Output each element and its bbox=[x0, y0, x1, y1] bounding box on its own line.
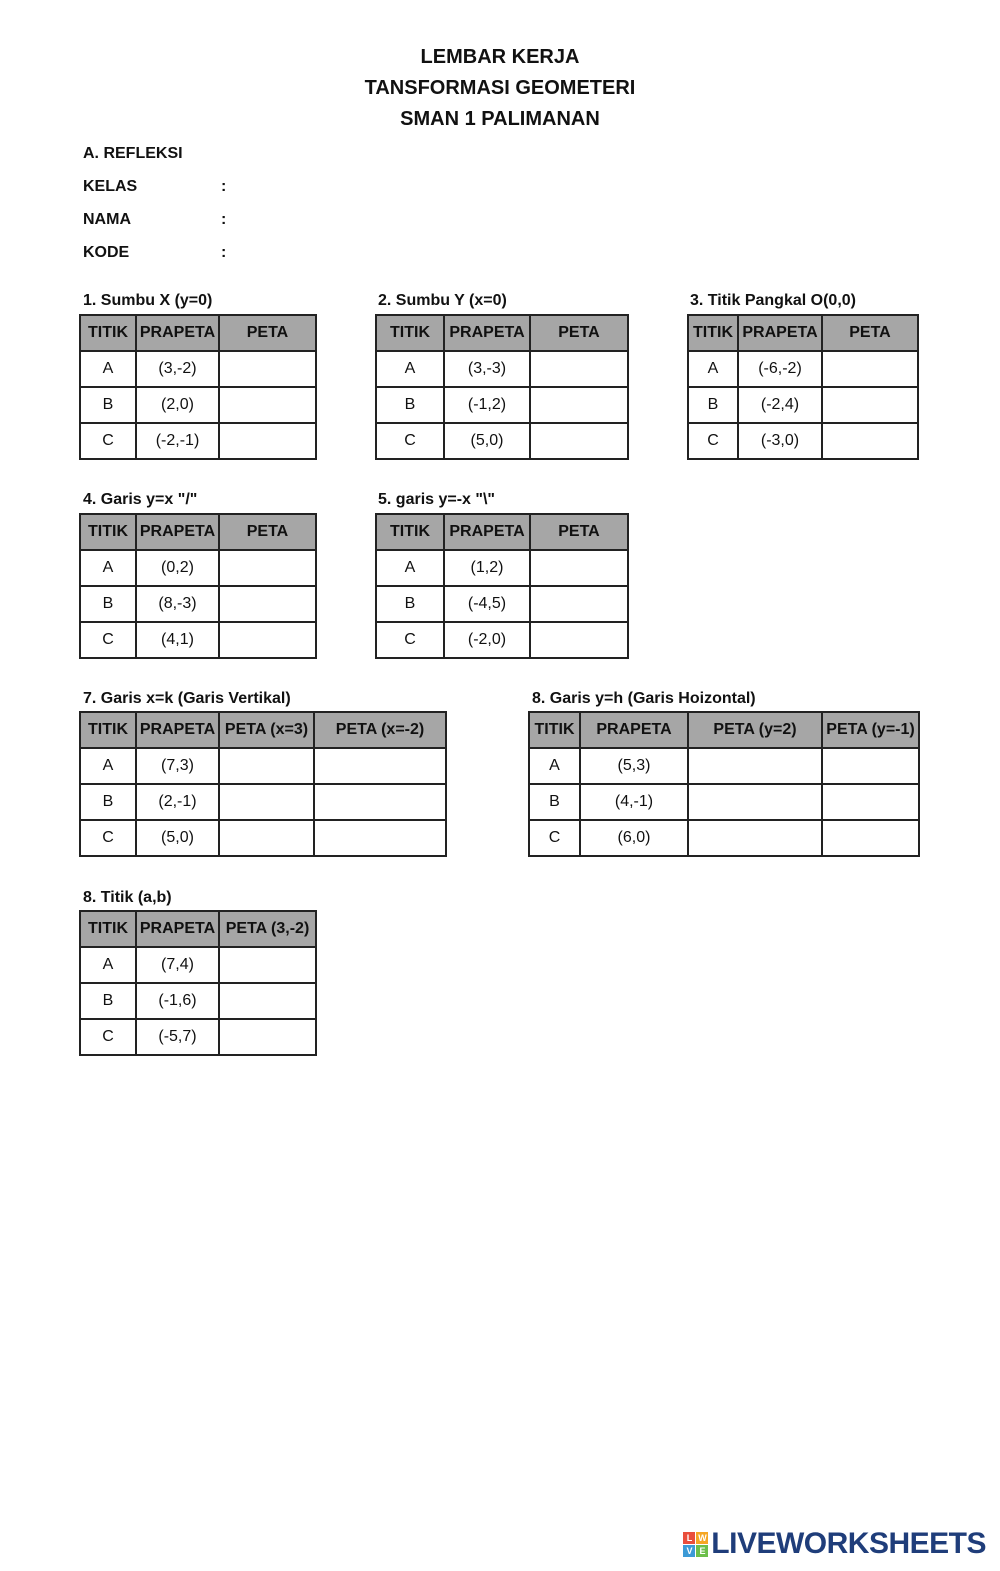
point-label: B bbox=[376, 586, 444, 622]
table-sumbu-x bbox=[79, 314, 317, 460]
peta-answer-cell[interactable] bbox=[219, 622, 316, 658]
header-titik: TITIK bbox=[376, 315, 444, 351]
liveworksheets-logo-icon bbox=[683, 1532, 708, 1557]
point-label: A bbox=[529, 748, 580, 784]
point-label: B bbox=[80, 586, 136, 622]
header-titik: TITIK bbox=[688, 315, 738, 351]
table-row bbox=[688, 423, 918, 459]
prapeta-value: (3,-3) bbox=[444, 351, 530, 387]
nama-colon: : bbox=[221, 211, 227, 228]
liveworksheets-brand bbox=[683, 1527, 986, 1561]
prapeta-value: (2,0) bbox=[136, 387, 219, 423]
point-label: C bbox=[376, 423, 444, 459]
header-prapeta: PRAPETA bbox=[136, 911, 219, 947]
header-peta: PETA bbox=[219, 315, 316, 351]
prapeta-value: (5,0) bbox=[136, 820, 219, 856]
header-prapeta: PRAPETA bbox=[444, 315, 530, 351]
peta-answer-cell[interactable] bbox=[530, 423, 628, 459]
table-row bbox=[80, 423, 316, 459]
header-titik: TITIK bbox=[80, 712, 136, 748]
table-row bbox=[376, 586, 628, 622]
prapeta-value: (5,3) bbox=[580, 748, 688, 784]
peta-answer-input[interactable] bbox=[823, 785, 918, 819]
table-title-garis-vertikal: 7. Garis x=k (Garis Vertikal) bbox=[83, 690, 291, 707]
header-peta: PETA bbox=[822, 315, 918, 351]
peta-answer-input[interactable] bbox=[220, 551, 315, 585]
table-row bbox=[376, 550, 628, 586]
prapeta-value: (-3,0) bbox=[738, 423, 822, 459]
peta-answer-input[interactable] bbox=[823, 821, 918, 855]
peta-answer-cell[interactable] bbox=[219, 983, 316, 1019]
table-row bbox=[529, 784, 919, 820]
prapeta-value: (8,-3) bbox=[136, 586, 219, 622]
peta-answer-cell[interactable] bbox=[822, 423, 918, 459]
peta-answer-input[interactable] bbox=[823, 749, 918, 783]
point-label: C bbox=[529, 820, 580, 856]
peta-answer-cell[interactable] bbox=[219, 947, 316, 983]
peta-answer-input[interactable] bbox=[220, 388, 315, 422]
point-label: A bbox=[80, 351, 136, 387]
table-titik-pangkal bbox=[687, 314, 919, 460]
table-row bbox=[80, 1019, 316, 1055]
header-prapeta: PRAPETA bbox=[136, 315, 219, 351]
table-row bbox=[376, 622, 628, 658]
header-titik: TITIK bbox=[376, 514, 444, 550]
prapeta-value: (-1,2) bbox=[444, 387, 530, 423]
table-row bbox=[529, 748, 919, 784]
table-row bbox=[376, 351, 628, 387]
header-titik: TITIK bbox=[80, 911, 136, 947]
prapeta-value: (-5,7) bbox=[136, 1019, 219, 1055]
table-title-sumbu-x: 1. Sumbu X (y=0) bbox=[83, 292, 213, 309]
header-peta: PETA bbox=[530, 514, 628, 550]
point-label: C bbox=[80, 423, 136, 459]
peta-answer-cell[interactable] bbox=[530, 586, 628, 622]
peta-answer-cell[interactable] bbox=[314, 820, 446, 856]
table-title-garis-y-x: 4. Garis y=x "/" bbox=[83, 491, 198, 508]
peta-answer-cell[interactable] bbox=[688, 820, 822, 856]
school-name: SMAN 1 PALIMANAN bbox=[400, 108, 600, 130]
peta-answer-cell[interactable] bbox=[219, 748, 314, 784]
point-label: A bbox=[376, 351, 444, 387]
peta-answer-input[interactable] bbox=[531, 551, 627, 585]
section-heading: A. REFLEKSI bbox=[83, 145, 183, 162]
prapeta-value: (6,0) bbox=[580, 820, 688, 856]
point-label: A bbox=[376, 550, 444, 586]
peta-answer-input[interactable] bbox=[220, 821, 313, 855]
peta-answer-cell[interactable] bbox=[219, 586, 316, 622]
peta-answer-cell[interactable] bbox=[822, 748, 919, 784]
point-label: B bbox=[80, 784, 136, 820]
table-sumbu-y bbox=[375, 314, 629, 460]
point-label: B bbox=[688, 387, 738, 423]
prapeta-value: (7,4) bbox=[136, 947, 219, 983]
prapeta-value: (-2,0) bbox=[444, 622, 530, 658]
header-peta-y2: PETA (y=2) bbox=[688, 712, 822, 748]
prapeta-value: (4,1) bbox=[136, 622, 219, 658]
peta-answer-input[interactable] bbox=[823, 388, 917, 422]
peta-answer-cell[interactable] bbox=[219, 550, 316, 586]
table-garis-vertikal bbox=[79, 711, 447, 857]
table-title-garis-horizontal: 8. Garis y=h (Garis Hoizontal) bbox=[532, 690, 756, 707]
table-garis-horizontal bbox=[528, 711, 920, 857]
header-prapeta: PRAPETA bbox=[738, 315, 822, 351]
table-row bbox=[376, 423, 628, 459]
point-label: A bbox=[80, 550, 136, 586]
prapeta-value: (-4,5) bbox=[444, 586, 530, 622]
peta-answer-cell[interactable] bbox=[219, 1019, 316, 1055]
header-prapeta: PRAPETA bbox=[136, 712, 219, 748]
peta-answer-input[interactable] bbox=[531, 352, 627, 386]
kode-colon: : bbox=[221, 244, 227, 261]
peta-answer-cell[interactable] bbox=[219, 784, 314, 820]
peta-answer-input[interactable] bbox=[220, 785, 313, 819]
table-row bbox=[80, 947, 316, 983]
kelas-colon: : bbox=[221, 178, 227, 195]
header-peta: PETA bbox=[530, 315, 628, 351]
peta-answer-cell[interactable] bbox=[530, 622, 628, 658]
prapeta-value: (2,-1) bbox=[136, 784, 219, 820]
peta-answer-cell[interactable] bbox=[530, 351, 628, 387]
peta-answer-cell[interactable] bbox=[530, 387, 628, 423]
header-peta: PETA bbox=[219, 514, 316, 550]
prapeta-value: (-6,-2) bbox=[738, 351, 822, 387]
peta-answer-cell[interactable] bbox=[314, 748, 446, 784]
logo-square-e: E bbox=[696, 1545, 708, 1557]
peta-answer-cell[interactable] bbox=[822, 784, 919, 820]
peta-answer-cell[interactable] bbox=[314, 784, 446, 820]
header-titik: TITIK bbox=[80, 514, 136, 550]
peta-answer-input[interactable] bbox=[315, 785, 445, 819]
table-title-garis-y-neg-x: 5. garis y=-x "\" bbox=[378, 491, 496, 508]
header-prapeta: PRAPETA bbox=[136, 514, 219, 550]
table-row bbox=[376, 387, 628, 423]
table-row bbox=[688, 387, 918, 423]
peta-answer-cell[interactable] bbox=[822, 351, 918, 387]
prapeta-value: (-1,6) bbox=[136, 983, 219, 1019]
point-label: C bbox=[80, 1019, 136, 1055]
peta-answer-cell[interactable] bbox=[822, 387, 918, 423]
point-label: C bbox=[80, 820, 136, 856]
worksheet-subtitle: TANSFORMASI GEOMETERI bbox=[364, 77, 636, 99]
peta-answer-input[interactable] bbox=[220, 587, 315, 621]
peta-answer-cell[interactable] bbox=[219, 423, 316, 459]
table-row bbox=[80, 820, 446, 856]
peta-answer-input[interactable] bbox=[823, 352, 917, 386]
table-row bbox=[688, 351, 918, 387]
table-row bbox=[80, 748, 446, 784]
table-titik-ab bbox=[79, 910, 317, 1056]
table-row bbox=[80, 983, 316, 1019]
point-label: A bbox=[80, 748, 136, 784]
table-garis-y-neg-x bbox=[375, 513, 629, 659]
worksheet-title: LEMBAR KERJA bbox=[420, 46, 580, 68]
prapeta-value: (3,-2) bbox=[136, 351, 219, 387]
table-garis-y-x bbox=[79, 513, 317, 659]
peta-answer-cell[interactable] bbox=[530, 550, 628, 586]
header-peta-3-neg2: PETA (3,-2) bbox=[219, 911, 316, 947]
table-title-titik-pangkal: 3. Titik Pangkal O(0,0) bbox=[690, 292, 856, 309]
prapeta-value: (4,-1) bbox=[580, 784, 688, 820]
point-label: B bbox=[529, 784, 580, 820]
peta-answer-cell[interactable] bbox=[822, 820, 919, 856]
table-row bbox=[80, 550, 316, 586]
peta-answer-input[interactable] bbox=[315, 821, 445, 855]
peta-answer-cell[interactable] bbox=[688, 784, 822, 820]
point-label: B bbox=[80, 983, 136, 1019]
logo-square-v: V bbox=[683, 1545, 695, 1557]
peta-answer-cell[interactable] bbox=[219, 387, 316, 423]
point-label: C bbox=[80, 622, 136, 658]
peta-answer-input[interactable] bbox=[689, 785, 821, 819]
header-peta-x-neg2: PETA (x=-2) bbox=[314, 712, 446, 748]
peta-answer-cell[interactable] bbox=[688, 748, 822, 784]
table-row bbox=[80, 784, 446, 820]
peta-answer-input[interactable] bbox=[531, 424, 627, 458]
prapeta-value: (1,2) bbox=[444, 550, 530, 586]
header-prapeta: PRAPETA bbox=[444, 514, 530, 550]
logo-square-w: W bbox=[698, 1532, 707, 1543]
point-label: C bbox=[688, 423, 738, 459]
peta-answer-input[interactable] bbox=[220, 1020, 315, 1054]
nama-label: NAMA bbox=[83, 211, 131, 228]
table-row bbox=[529, 820, 919, 856]
logo-square-l: L bbox=[683, 1532, 695, 1544]
peta-answer-input[interactable] bbox=[220, 424, 315, 458]
brand-name: LIVEWORKSHEETS bbox=[711, 1527, 986, 1560]
header-titik: TITIK bbox=[80, 315, 136, 351]
peta-answer-input[interactable] bbox=[315, 749, 445, 783]
prapeta-value: (-2,-1) bbox=[136, 423, 219, 459]
table-title-titik-ab: 8. Titik (a,b) bbox=[83, 889, 172, 906]
table-row bbox=[80, 586, 316, 622]
header-titik: TITIK bbox=[529, 712, 580, 748]
point-label: B bbox=[80, 387, 136, 423]
peta-answer-cell[interactable] bbox=[219, 820, 314, 856]
peta-answer-input[interactable] bbox=[220, 623, 315, 657]
prapeta-value: (7,3) bbox=[136, 748, 219, 784]
peta-answer-input[interactable] bbox=[531, 623, 627, 657]
peta-answer-cell[interactable] bbox=[219, 351, 316, 387]
table-row bbox=[80, 622, 316, 658]
kode-label: KODE bbox=[83, 244, 130, 261]
peta-answer-input[interactable] bbox=[531, 587, 627, 621]
peta-answer-input[interactable] bbox=[689, 821, 821, 855]
prapeta-value: (5,0) bbox=[444, 423, 530, 459]
peta-answer-input[interactable] bbox=[531, 388, 627, 422]
table-row bbox=[80, 351, 316, 387]
peta-answer-input[interactable] bbox=[220, 984, 315, 1018]
header-peta-y-neg1: PETA (y=-1) bbox=[822, 712, 919, 748]
peta-answer-input[interactable] bbox=[220, 948, 315, 982]
point-label: A bbox=[688, 351, 738, 387]
peta-answer-input[interactable] bbox=[220, 749, 313, 783]
peta-answer-input[interactable] bbox=[823, 424, 917, 458]
prapeta-value: (0,2) bbox=[136, 550, 219, 586]
prapeta-value: (-2,4) bbox=[738, 387, 822, 423]
table-row bbox=[80, 387, 316, 423]
header-prapeta: PRAPETA bbox=[580, 712, 688, 748]
table-title-sumbu-y: 2. Sumbu Y (x=0) bbox=[378, 292, 507, 309]
point-label: C bbox=[376, 622, 444, 658]
header-peta-x3: PETA (x=3) bbox=[219, 712, 314, 748]
point-label: A bbox=[80, 947, 136, 983]
kelas-label: KELAS bbox=[83, 178, 138, 195]
peta-answer-input[interactable] bbox=[220, 352, 315, 386]
peta-answer-input[interactable] bbox=[689, 749, 821, 783]
point-label: B bbox=[376, 387, 444, 423]
